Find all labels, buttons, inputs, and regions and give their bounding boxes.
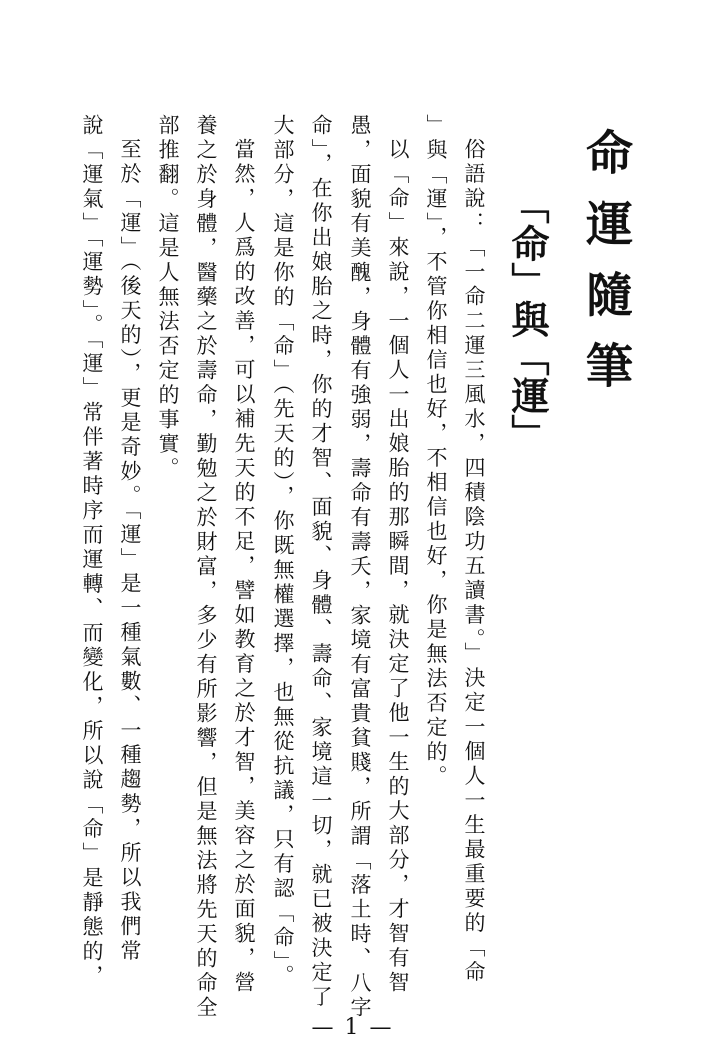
body-column: 大部分，這是你的「命」（先天的），你既無權選擇，也無從抗議，只有認「命」。 (271, 114, 295, 989)
body-column: 說「運氣」「運勢」。「運」常伴著時序而運轉、而變化，所以說「命」是靜態的， (80, 114, 104, 989)
section-title: 「命」與「運」 (505, 186, 550, 452)
body-column: 俗語說：「一命二運三風水，四積陰功五讀書。」決定一個人一生最重要的「命 (462, 138, 486, 985)
page-number: — 1 — (311, 1015, 394, 1040)
body-column: 部推翻。這是人無法否定的事實。 (156, 114, 180, 482)
body-column: 至於「運」（後天的），更是奇妙。「運」是一種氣數、一種趨勢，所以我們常 (118, 138, 142, 964)
body-column: 當然，人爲的改善，可以補先天的不足，譬如教育之於才智，美容之於面貌，營 (232, 138, 256, 996)
body-column: 養之於身體，醫藥之於壽命，勤勉之於財富，多少有所影響，但是無法將先天的命全 (194, 114, 218, 1021)
body-column: 以「命」來說，一個人一出娘胎的那瞬間，就決定了他一生的大部分，才智有智 (386, 138, 410, 996)
body-column: 愚，面貌有美醜，身體有強弱，壽命有壽夭，家境有富貴貧賤，所謂「落土時、八字 (348, 114, 372, 1021)
body-column: 命」，在你出娘胎之時，你的才智、面貌、身體、壽命、家境這一切，就已被決定了 (309, 114, 333, 1010)
book-title: 命運隨筆 (578, 128, 633, 412)
body-column: 」與「運」，不管你相信也好，不相信也好，你是無法否定的。 (424, 114, 448, 790)
